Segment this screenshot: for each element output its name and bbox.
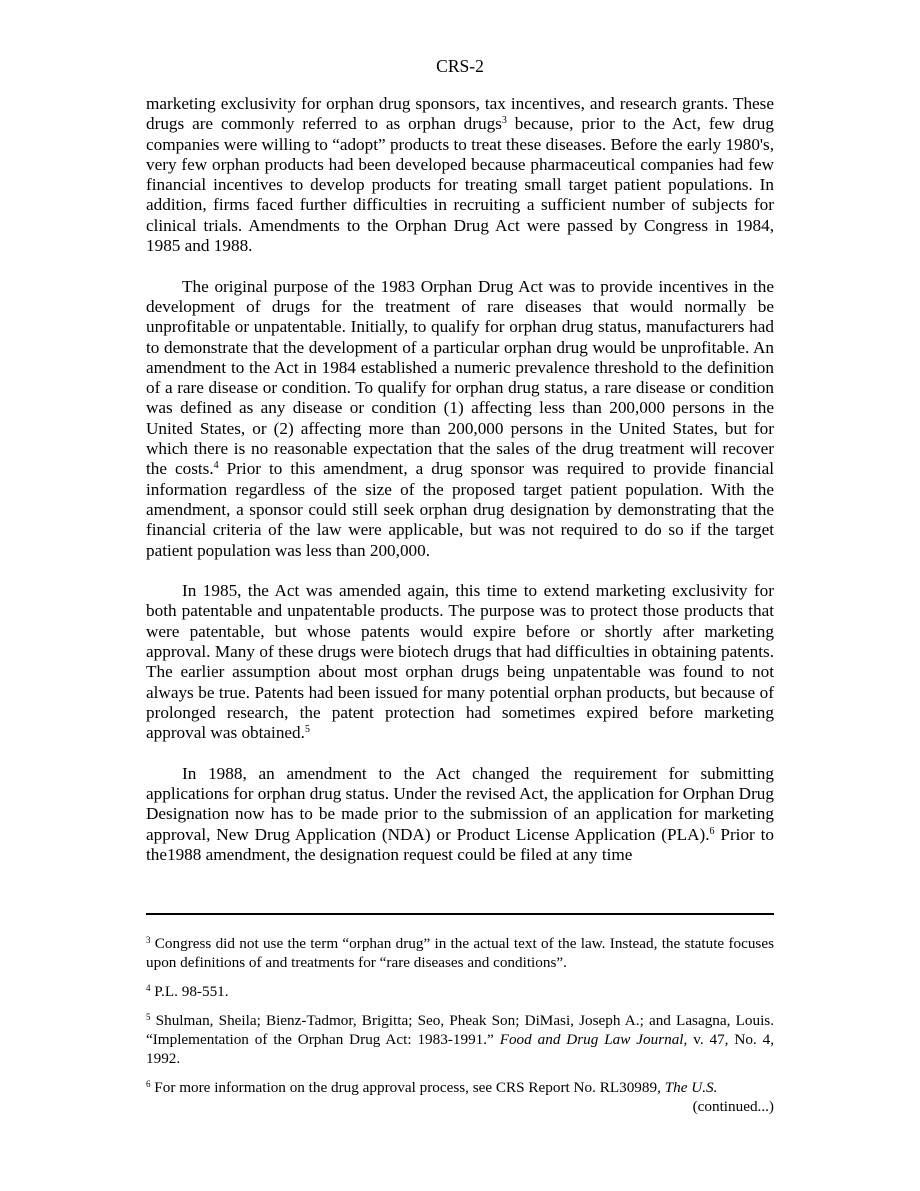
footnote-text: Shulman, Sheila; Bienz-Tadmor, Brigitta; Seo, Pheak Son; DiMasi, Joseph A.; and Lasagna, Louis. “Implementation of the Orphan Drug Act: 1983-1991.”: [146, 1012, 774, 1048]
paragraph-text: In 1988, an amendment to the Act changed the requirement for submitting applications for orphan drug status. Under the revised Act, the application for Orphan Drug Designation now has to be made prior to the submission of an application for marketing approval, New Drug Application (NDA) or Product License Application (PLA).: [146, 763, 774, 844]
footnote-ref-4[interactable]: 4: [213, 460, 219, 472]
footnote-number: 5: [146, 1012, 151, 1022]
report-title: The U.S.: [664, 1079, 718, 1096]
footnote-5: [146, 1011, 774, 1068]
paragraph-2: [146, 277, 774, 561]
paragraph-text: Prior to this amendment, a drug sponsor was required to provide financial information regardless of the size of the proposed target patient population. With the amendment, a sponsor could still seek orphan drug designation by demonstrating that the financial criteria of the law were applicable, but was not required to do so if the target patient population was less than 200,000.: [146, 459, 775, 560]
footnote-number: 3: [146, 935, 151, 945]
footnote-3: [146, 934, 774, 972]
continued-note: (continued...): [692, 1098, 774, 1115]
footnote-text: v. 47, No. 4, 1992.: [146, 1031, 774, 1067]
footnote-4: [146, 982, 774, 1001]
footnote-separator: [146, 913, 774, 915]
footnote-6: [146, 1078, 774, 1097]
paragraph-1: [146, 94, 774, 256]
footnote-text: For more information on the drug approval process, see CRS Report No. RL30989,: [150, 1079, 665, 1096]
paragraph-text: In 1985, the Act was amended again, this time to extend marketing exclusivity for both patentable and unpatentable products. The purpose was to protect those products that were patentable, but whose patents would expire before or shortly after marketing approval. Many of these drugs were biotech drugs that had difficulties in obtaining patents. The earlier assumption about most orphan drugs being unpatentable was found to not always be true. Patents had been issued for many potential orphan products, but because of prolonged research, the patent protection had sometimes expired before marketing approval was obtained.: [146, 581, 774, 743]
paragraph-text: Prior to the1988 amendment, the designation request could be filed at any time: [146, 824, 774, 864]
paragraph-4: [146, 764, 774, 865]
paragraph-text: The original purpose of the 1983 Orphan Drug Act was to provide incentives in the development of drugs for the treatment of rare diseases that would normally be unprofitable or unpatentable. Initially, to qualify for orphan drug status, manufacturers had to demonstrate that the development of a particular orphan drug would be unprofitable. An amendment to the Act in 1984 established a numeric prevalence threshold to the definition of a rare disease or condition. To qualify for orphan drug status, a rare disease or condition was defined as any disease or condition (1) affecting less than 200,000 persons in the United States, or (2) affecting more than 200,000 persons in the United States, but for which there is no reasonable expectation that the sales of the drug treatment will recover the costs.: [146, 276, 774, 479]
page-number-label: CRS-2: [436, 56, 484, 76]
paragraph-text: marketing exclusivity for orphan drug sponsors, tax incentives, and research grants. These drugs are commonly referred to as orphan drugs: [146, 94, 774, 134]
footnote-ref-5[interactable]: 5: [304, 724, 310, 736]
footnote-number: 4: [146, 983, 151, 993]
footnotes-section: [146, 934, 774, 1116]
footnote-ref-6[interactable]: 6: [709, 825, 715, 837]
footnote-text: P.L. 98-551.: [150, 983, 229, 1000]
body-text: [146, 94, 774, 886]
paragraph-3: [146, 581, 774, 743]
footnote-ref-3[interactable]: 3: [501, 115, 507, 127]
paragraph-text: because, prior to the Act, few drug companies were willing to “adopt” products to treat these diseases. Before the early 1980's, very few orphan products had been developed because pharmaceutical companies had few financial incentives to develop products for treating small target patient populations. In addition, firms faced further difficulties in recruiting a sufficient number of subjects for clinical trials. Amendments to the Orphan Drug Act were passed by Congress in 1984, 1985 and 1988.: [146, 114, 774, 256]
footnote-number: 6: [146, 1079, 151, 1089]
footnote-text: Congress did not use the term “orphan drug” in the actual text of the law. Instead, the statute focuses upon definitions of and treatments for “rare diseases and conditions”.: [146, 935, 774, 971]
page-header: [146, 56, 774, 76]
journal-title: Food and Drug Law Journal,: [499, 1031, 688, 1048]
